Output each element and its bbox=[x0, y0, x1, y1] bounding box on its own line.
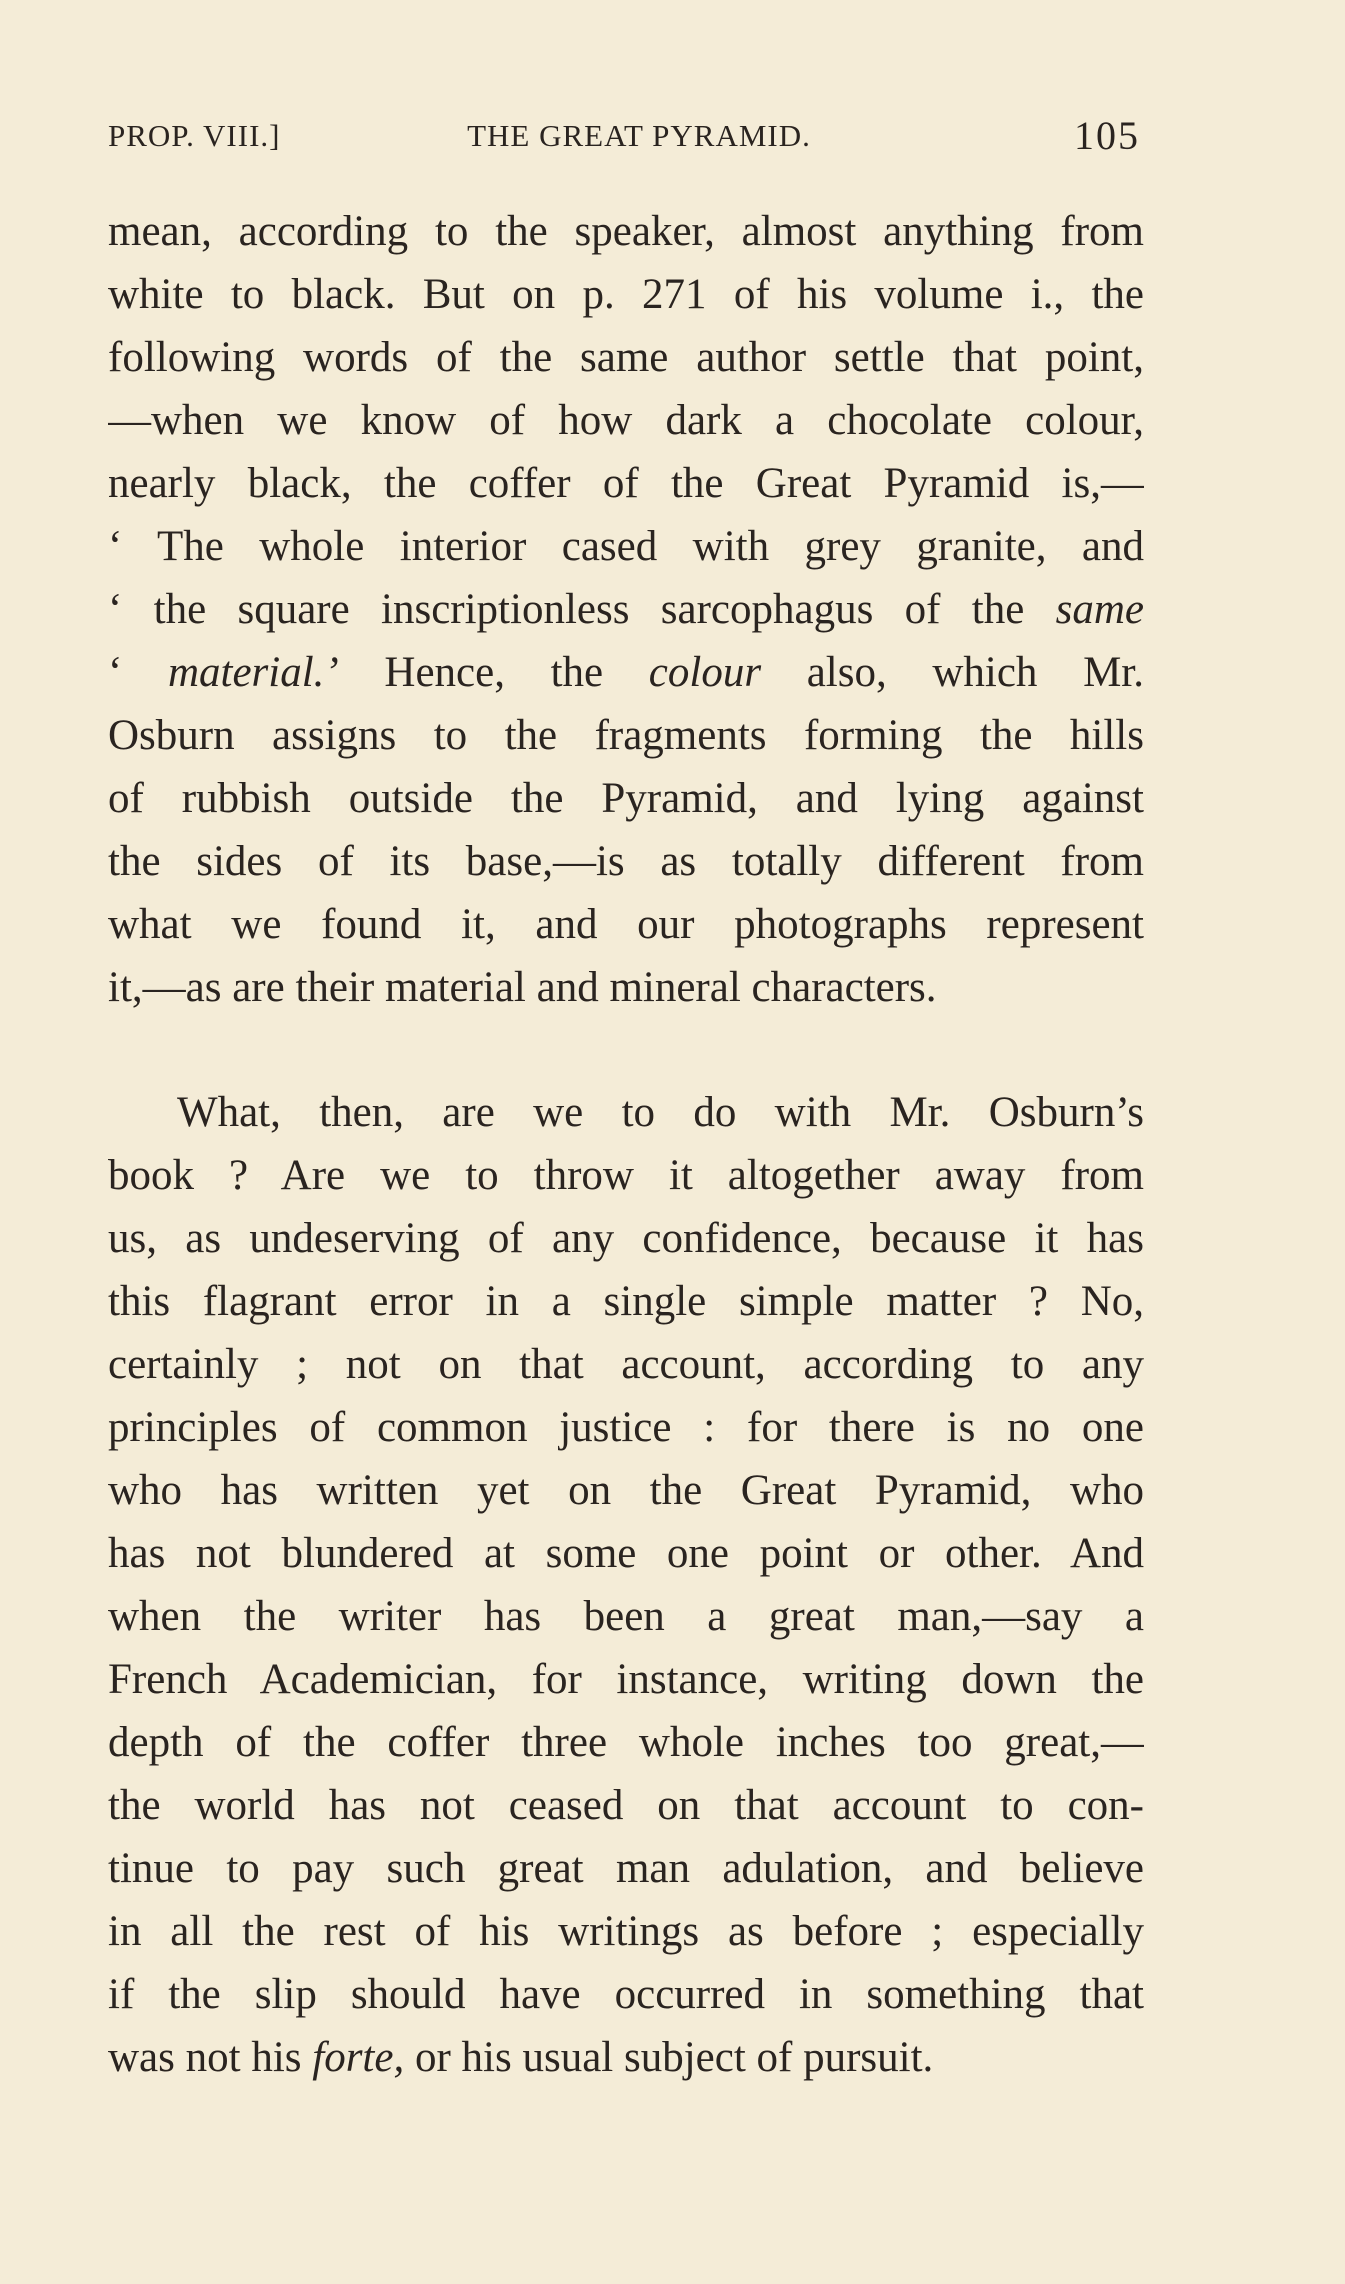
text-line: —when we know of how dark a chocolate colour, bbox=[108, 397, 1144, 444]
text-line: certainly ; not on that account, according to any bbox=[108, 1341, 1144, 1388]
italic-text: forte, bbox=[312, 2034, 405, 2081]
text-line: principles of common justice : for there is no one bbox=[108, 1404, 1144, 1451]
page-number: 105 bbox=[1074, 113, 1140, 158]
running-head bbox=[108, 112, 1140, 162]
text-line: who has written yet on the Great Pyramid, who bbox=[108, 1467, 1144, 1514]
text-line: nearly black, the coffer of the Great Pyramid is,— bbox=[108, 460, 1144, 507]
text-line: white to black. But on p. 271 of his volume i., the bbox=[108, 271, 1144, 318]
paragraph-2 bbox=[108, 1081, 1144, 2089]
text-line: what we found it, and our photographs represent bbox=[108, 901, 1144, 948]
text-line: of rubbish outside the Pyramid, and lying against bbox=[108, 775, 1144, 822]
text-line: ‘ the square inscriptionless sarcophagus of the same bbox=[108, 586, 1144, 633]
text-line: following words of the same author settle that point, bbox=[108, 334, 1144, 381]
text-line: the sides of its base,—is as totally different from bbox=[108, 838, 1144, 885]
text-line: ‘ material.’ Hence, the colour also, which Mr. bbox=[108, 649, 1144, 696]
text-line: book ? Are we to throw it altogether away from bbox=[108, 1152, 1144, 1199]
text-line: What, then, are we to do with Mr. Osburn’s bbox=[177, 1089, 1144, 1136]
text-line: French Academician, for instance, writing down the bbox=[108, 1656, 1144, 1703]
body-text bbox=[108, 200, 1144, 2089]
running-title: THE GREAT PYRAMID. bbox=[467, 118, 811, 153]
text-line: has not blundered at some one point or other. And bbox=[108, 1530, 1144, 1577]
text-line: mean, according to the speaker, almost anything from bbox=[108, 208, 1144, 255]
chapter-reference: PROP. VIII.] bbox=[108, 118, 281, 153]
text-line: in all the rest of his writings as before ; especially bbox=[108, 1908, 1144, 1955]
text-line: depth of the coffer three whole inches too great,— bbox=[108, 1719, 1144, 1766]
paragraph-1 bbox=[108, 200, 1144, 1019]
italic-text: colour bbox=[648, 649, 762, 696]
text-line: when the writer has been a great man,—say a bbox=[108, 1593, 1144, 1640]
text-line: this flagrant error in a single simple matter ? No, bbox=[108, 1278, 1144, 1325]
text-line: tinue to pay such great man adulation, and believe bbox=[108, 1845, 1144, 1892]
text-line: Osburn assigns to the fragments forming the hills bbox=[108, 712, 1144, 759]
text-line: us, as undeserving of any confidence, because it has bbox=[108, 1215, 1144, 1262]
text-line: was not his forte, or his usual subject of pursuit. bbox=[108, 2034, 934, 2081]
text-line: it,—as are their material and mineral characters. bbox=[108, 964, 937, 1011]
text-line: ‘ The whole interior cased with grey granite, and bbox=[108, 523, 1144, 570]
text-line: the world has not ceased on that account to con- bbox=[108, 1782, 1144, 1829]
italic-text: same bbox=[1055, 586, 1144, 633]
text-line: if the slip should have occurred in something that bbox=[108, 1971, 1144, 2018]
italic-text: material.’ bbox=[167, 649, 339, 696]
paragraph-gap bbox=[108, 1019, 1144, 1081]
